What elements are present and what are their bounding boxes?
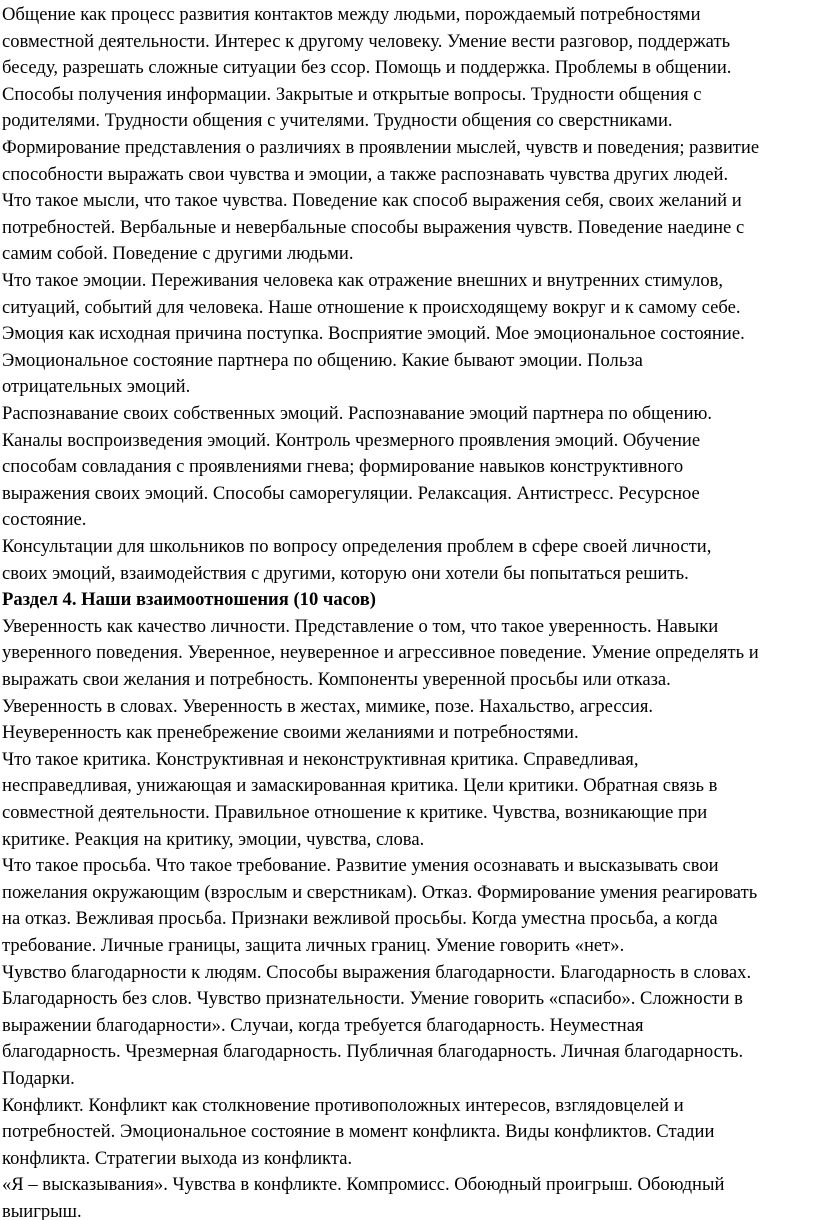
text-line: совместной деятельности. Интерес к другому человеку. Умение вести разговор, поддержать — [2, 30, 731, 52]
text-line: выражении благодарности». Случаи, когда требуется благодарность. Неуместная — [2, 1014, 644, 1036]
text-line: Что такое просьба. Что такое требование. Развитие умения осознавать и высказывать свои — [2, 855, 719, 877]
text-line: Что такое мысли, что такое чувства. Поведение как способ выражения себя, своих желаний и — [2, 190, 742, 212]
text-line: Распознавание своих собственных эмоций. Распознавание эмоций партнера по общению. — [2, 403, 713, 424]
text-line: способам совладания с проявлениями гнева; формирование навыков конструктивного — [2, 456, 684, 478]
text-line: благодарность. Чрезмерная благодарность. Публичная благодарность. Личная благодарность. — [2, 1041, 744, 1063]
text-line: своих эмоций, взаимодействия с другими, которую они хотели бы попытаться решить. — [2, 562, 689, 584]
text-line: «Я – высказывания». Чувства в конфликте. Компромисс. Обоюдный проигрыш. Обоюдный — [2, 1174, 725, 1196]
text-line: Формирование представления о различиях в проявлении мыслей, чувств и поведения; развитие — [2, 137, 760, 158]
text-line: выигрыш. — [2, 1201, 82, 1220]
text-line: потребностей. Вербальные и невербальные способы выражения чувств. Поведение наедине с — [2, 216, 745, 238]
text-line: конфликта. Стратегии выхода из конфликта. — [2, 1147, 353, 1169]
text-line: Каналы воспроизведения эмоций. Контроль чрезмерного проявления эмоций. Обучение — [2, 429, 701, 451]
text-line: Что такое эмоции. Переживания человека как отражение внешних и внутренних стимулов, — [2, 270, 724, 291]
text-line: Что такое критика. Конструктивная и неконструктивная критика. Справедливая, — [2, 748, 639, 770]
text-line: Эмоциональное состояние партнера по общению. Какие бывают эмоции. Польза — [2, 349, 643, 371]
text-line: Эмоция как исходная причина поступка. Восприятие эмоций. Мое эмоциональное состояние. — [2, 323, 745, 345]
text-line: самим собой. Поведение с другими людьми. — [2, 243, 354, 265]
text-line: Уверенность в словах. Уверенность в жестах, мимике, позе. Нахальство, агрессия. — [2, 695, 654, 717]
text-line: Чувство благодарности к людям. Способы выражения благодарности. Благодарность в словах. — [2, 961, 752, 983]
text-line: выражения своих эмоций. Способы саморегуляции. Релаксация. Антистресс. Ресурсное — [2, 482, 700, 504]
text-line: Уверенность как качество личности. Представление о том, что такое уверенность. Навыки — [2, 615, 719, 637]
text-line: ситуаций, событий для человека. Наше отношение к происходящему вокруг и к самому себе. — [2, 296, 741, 318]
text-line: Неуверенность как пренебрежение своими желаниями и потребностями. — [2, 722, 579, 744]
text-line: совместной деятельности. Правильное отношение к критике. Чувства, возникающие при — [2, 802, 708, 823]
text-line: Консультации для школьников по вопросу определения проблем в сфере своей личности, — [2, 536, 712, 557]
text-line: отрицательных эмоций. — [2, 376, 191, 398]
text-line: беседу, разрешать сложные ситуации без ссор. Помощь и поддержка. Проблемы в общении. — [2, 57, 732, 79]
text-line: состояние. — [2, 509, 87, 531]
text-line: Конфликт. Конфликт как столкновение противоположных интересов, взглядовцелей и — [2, 1094, 684, 1116]
text-line: потребностей. Эмоциональное состояние в момент конфликта. Виды конфликтов. Стадии — [2, 1121, 715, 1143]
text-line: Общение как процесс развития контактов между людьми, порождаемый потребностями — [2, 4, 701, 25]
text-line: пожелания окружающим (взрослым и сверстникам). Отказ. Формирование умения реагировать — [2, 881, 758, 903]
text-line: Подарки. — [2, 1068, 75, 1089]
text-line: требование. Личные границы, защита личных границ. Умение говорить «нет». — [2, 935, 625, 956]
text-line: Благодарность без слов. Чувство признательности. Умение говорить «спасибо». Сложности в — [2, 988, 743, 1010]
text-line: Способы получения информации. Закрытые и открытые вопросы. Трудности общения с — [2, 83, 702, 105]
text-line: критике. Реакция на критику, эмоции, чувства, слова. — [2, 828, 425, 850]
text-line: несправедливая, унижающая и замаскированная критика. Цели критики. Обратная связь в — [2, 775, 718, 797]
text-line: на отказ. Вежливая просьба. Признаки вежливой просьбы. Когда уместна просьба, а когда — [2, 908, 718, 930]
text-line: выражать свои желания и потребность. Компоненты уверенной просьбы или отказа. — [2, 669, 671, 690]
text-line: родителями. Трудности общения с учителями. Трудности общения со сверстниками. — [2, 110, 673, 132]
text-line: способности выражать свои чувства и эмоции, а также распознавать чувства других людей. — [2, 163, 729, 185]
text-line: уверенного поведения. Уверенное, неуверенное и агрессивное поведение. Умение определять и — [2, 642, 759, 664]
section-heading: Раздел 4. Наши взаимоотношения (10 часов) — [2, 589, 376, 611]
